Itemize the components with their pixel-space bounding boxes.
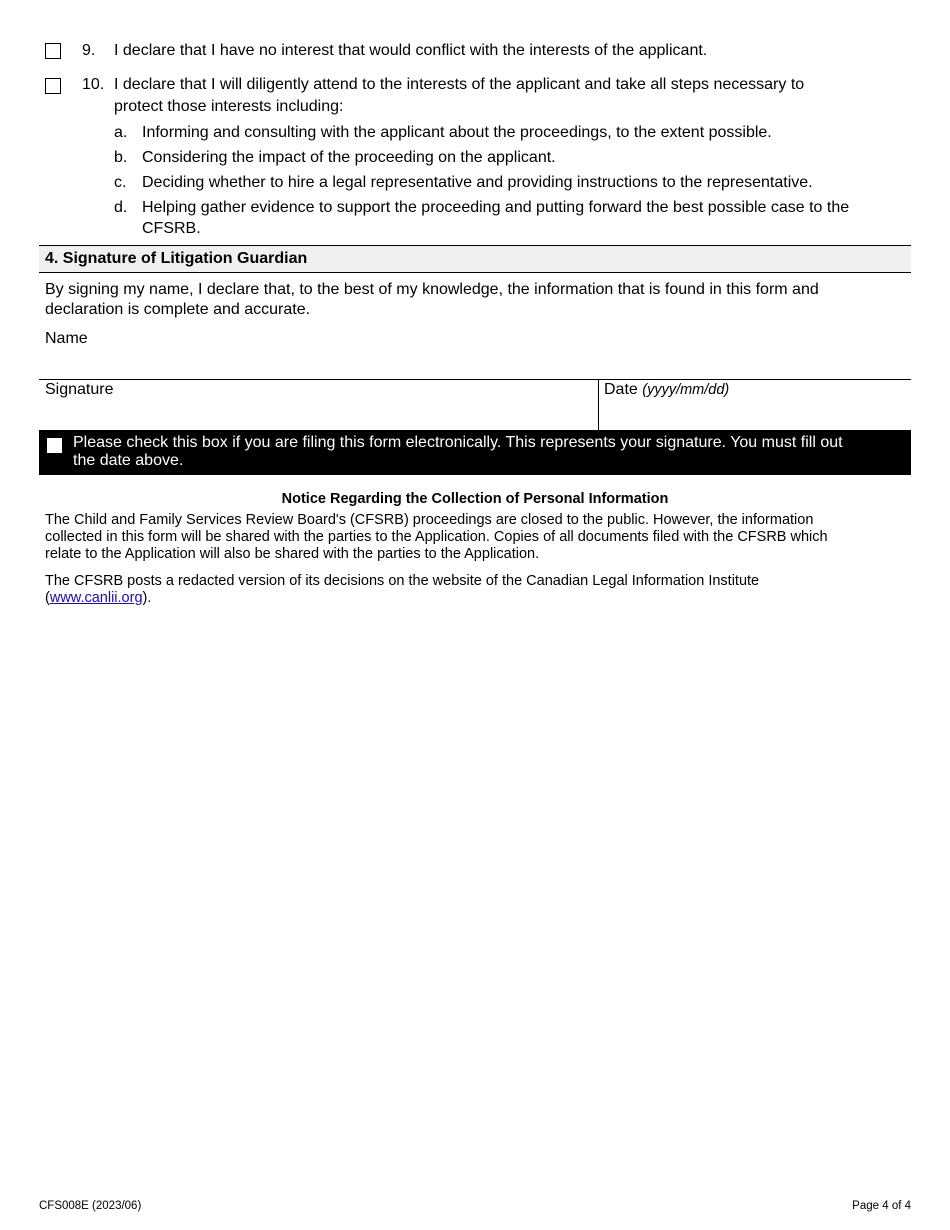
notice-title: Notice Regarding the Collection of Personal Information xyxy=(281,491,669,507)
declaration-10-number: 10. xyxy=(82,76,105,93)
sub-item-d-text-line1: Helping gather evidence to support the proceeding and putting forward the best possible case to the xyxy=(142,199,850,216)
notice-para1-line1: The Child and Family Services Review Board's (CFSRB) proceedings are closed to the public. However, the information xyxy=(45,512,814,528)
declaration-9-number: 9. xyxy=(82,42,96,59)
signature-label: Signature xyxy=(45,381,114,398)
signature-statement-line2: declaration is complete and accurate. xyxy=(45,301,311,318)
form-code: CFS008E (2023/06) xyxy=(39,1200,142,1212)
electronic-filing-checkbox[interactable] xyxy=(47,438,62,453)
sub-item-d-letter: d. xyxy=(114,199,128,216)
electronic-filing-text xyxy=(73,434,901,470)
page-number: Page 4 of 4 xyxy=(852,1200,911,1212)
date-label-text: Date xyxy=(604,381,638,398)
canlii-link[interactable]: www.canlii.org xyxy=(49,590,143,606)
declaration-9-checkbox[interactable] xyxy=(45,43,61,59)
notice-para2-close: ). xyxy=(142,590,152,606)
name-label: Name xyxy=(45,330,88,347)
declaration-10-text-line2: protect those interests including: xyxy=(114,98,344,115)
section-4-header: 4. Signature of Litigation Guardian xyxy=(39,245,911,273)
date-label xyxy=(604,380,729,400)
sub-item-b-letter: b. xyxy=(114,149,128,166)
date-format-hint: (yyyy/mm/dd) xyxy=(642,382,730,398)
sub-item-d-text-line2: CFSRB. xyxy=(142,220,201,237)
signature-date-divider xyxy=(598,379,599,430)
declaration-9-text: I declare that I have no interest that would conflict with the interests of the applicant. xyxy=(114,42,708,59)
sub-item-c-text: Deciding whether to hire a legal representative and providing instructions to the representative. xyxy=(142,174,813,191)
sub-item-c-letter: c. xyxy=(114,174,127,191)
name-divider xyxy=(39,379,911,380)
signature-statement-line1: By signing my name, I declare that, to the best of my knowledge, the information that is found in this form and xyxy=(45,281,819,298)
sub-item-a-text: Informing and consulting with the applicant about the proceedings, to the extent possible. xyxy=(142,124,772,141)
declaration-10-checkbox[interactable] xyxy=(45,78,61,94)
declaration-10-text-line1: I declare that I will diligently attend to the interests of the applicant and take all steps necessary to xyxy=(114,76,805,93)
date-field[interactable] xyxy=(600,400,910,429)
electronic-filing-text-line2: the date above. xyxy=(73,452,184,469)
signature-field[interactable] xyxy=(39,400,597,429)
notice-para2-line1: The CFSRB posts a redacted version of its decisions on the website of the Canadian Legal Information Institute xyxy=(45,573,760,589)
notice-para1-line2: collected in this form will be shared with the parties to the Application. Copies of all documents filed with the CFSRB which xyxy=(45,529,828,545)
sub-item-a-letter: a. xyxy=(114,124,128,141)
electronic-filing-bar xyxy=(39,430,911,475)
sub-item-b-text: Considering the impact of the proceeding on the applicant. xyxy=(142,149,556,166)
name-field[interactable] xyxy=(39,350,911,378)
electronic-filing-text-line1: Please check this box if you are filing this form electronically. This represents your signature. You must fill out xyxy=(73,434,843,451)
notice-para2-line2 xyxy=(45,590,151,607)
notice-para1-line3: relate to the Application will also be shared with the parties to the Application. xyxy=(45,546,540,562)
notice-para2-open: ( xyxy=(45,590,50,606)
